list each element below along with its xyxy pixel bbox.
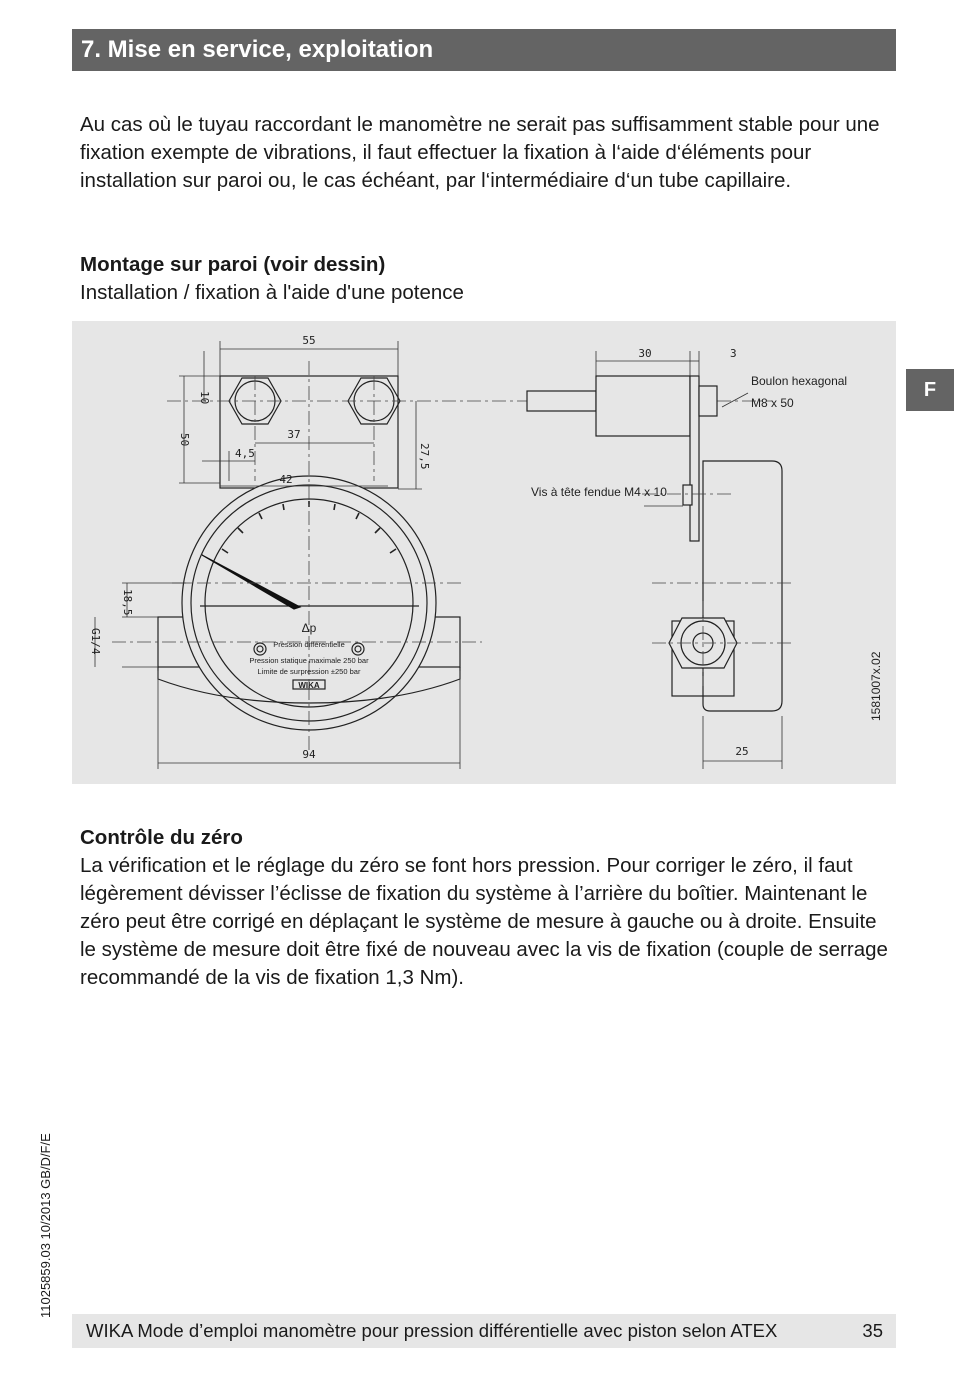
- label-bolt-line2: M8 x 50: [751, 396, 794, 410]
- zero-heading: Contrôle du zéro: [80, 826, 243, 849]
- drawing-number: 1581007x.02: [869, 651, 883, 721]
- footer-text: WIKA Mode d’emploi manomètre pour pression différentielle avec piston selon ATEX: [86, 1320, 778, 1341]
- dim-27-5: 27,5: [418, 443, 431, 470]
- dim-50: 50: [178, 433, 191, 447]
- dial-line3: Limite de surpression ±250 bar: [257, 667, 361, 676]
- side-bracket-plate: [690, 376, 699, 541]
- dim-3: 3: [730, 347, 737, 360]
- side-case: [703, 461, 782, 711]
- side-spacer: [596, 376, 690, 436]
- intro-paragraph: Au cas où le tuyau raccordant le manomètre ne serait pas suffisamment stable pour une fixation exempte de vibrations, il faut effectuer la fixation à l‘aide d‘éléments pour installation sur paroi ou, le cas échéant, par l‘intermédiaire d‘un tube capillaire.: [80, 113, 880, 192]
- page-footer: [72, 1314, 896, 1348]
- dim-30: 30: [638, 347, 652, 360]
- label-bolt-line1: Boulon hexagonal: [751, 374, 848, 388]
- dim-42: 42: [279, 473, 293, 486]
- montage-subtitle: Installation / fixation à l'aide d'une potence: [80, 281, 464, 304]
- section-title: 7. Mise en service, exploitation: [81, 36, 434, 63]
- language-tab: F: [906, 369, 954, 411]
- technical-drawing: [72, 321, 896, 784]
- dim-37: 37: [287, 428, 301, 441]
- dim-94: 94: [302, 748, 316, 761]
- dim-18-5: 18,5: [121, 589, 134, 616]
- side-document-number: 11025859.03 10/2013 GB/D/F/E: [38, 1133, 53, 1318]
- dim-10: 10: [198, 391, 211, 405]
- montage-heading: Montage sur paroi (voir dessin): [80, 253, 386, 276]
- section-header: [72, 29, 896, 71]
- page-number: 35: [862, 1320, 883, 1341]
- dim-55: 55: [302, 334, 316, 347]
- dial-symbol: Δp: [301, 621, 317, 635]
- drawing-svg: [72, 321, 896, 784]
- side-bolt-head: [699, 386, 717, 416]
- side-bolt-shaft: [527, 391, 596, 411]
- label-screw: Vis à tête fendue M4 x 10: [531, 485, 667, 499]
- zero-paragraph: La vérification et le réglage du zéro se font hors pression. Pour corriger le zéro, il faut légèrement dévisser l’éclisse de fixation du système à l’arrière du boîtier. Maintenant le zéro peut être corrigé en déplaçant le système de mesure à gauche ou à droite. Ensuite le système de mesure doit être fixé de nouveau avec la vis de fixation (couple de serrage recommandé de la vis de fixation 1,3 Nm).: [80, 854, 888, 989]
- dial-brand: WIKA: [298, 681, 320, 690]
- dim-g14: G1/4: [89, 628, 102, 655]
- dial-line1: Pression différentielle: [273, 640, 345, 649]
- dim-4-5: 4,5: [235, 447, 255, 460]
- dim-25: 25: [735, 745, 749, 758]
- dial-line2: Pression statique maximale 250 bar: [249, 656, 369, 665]
